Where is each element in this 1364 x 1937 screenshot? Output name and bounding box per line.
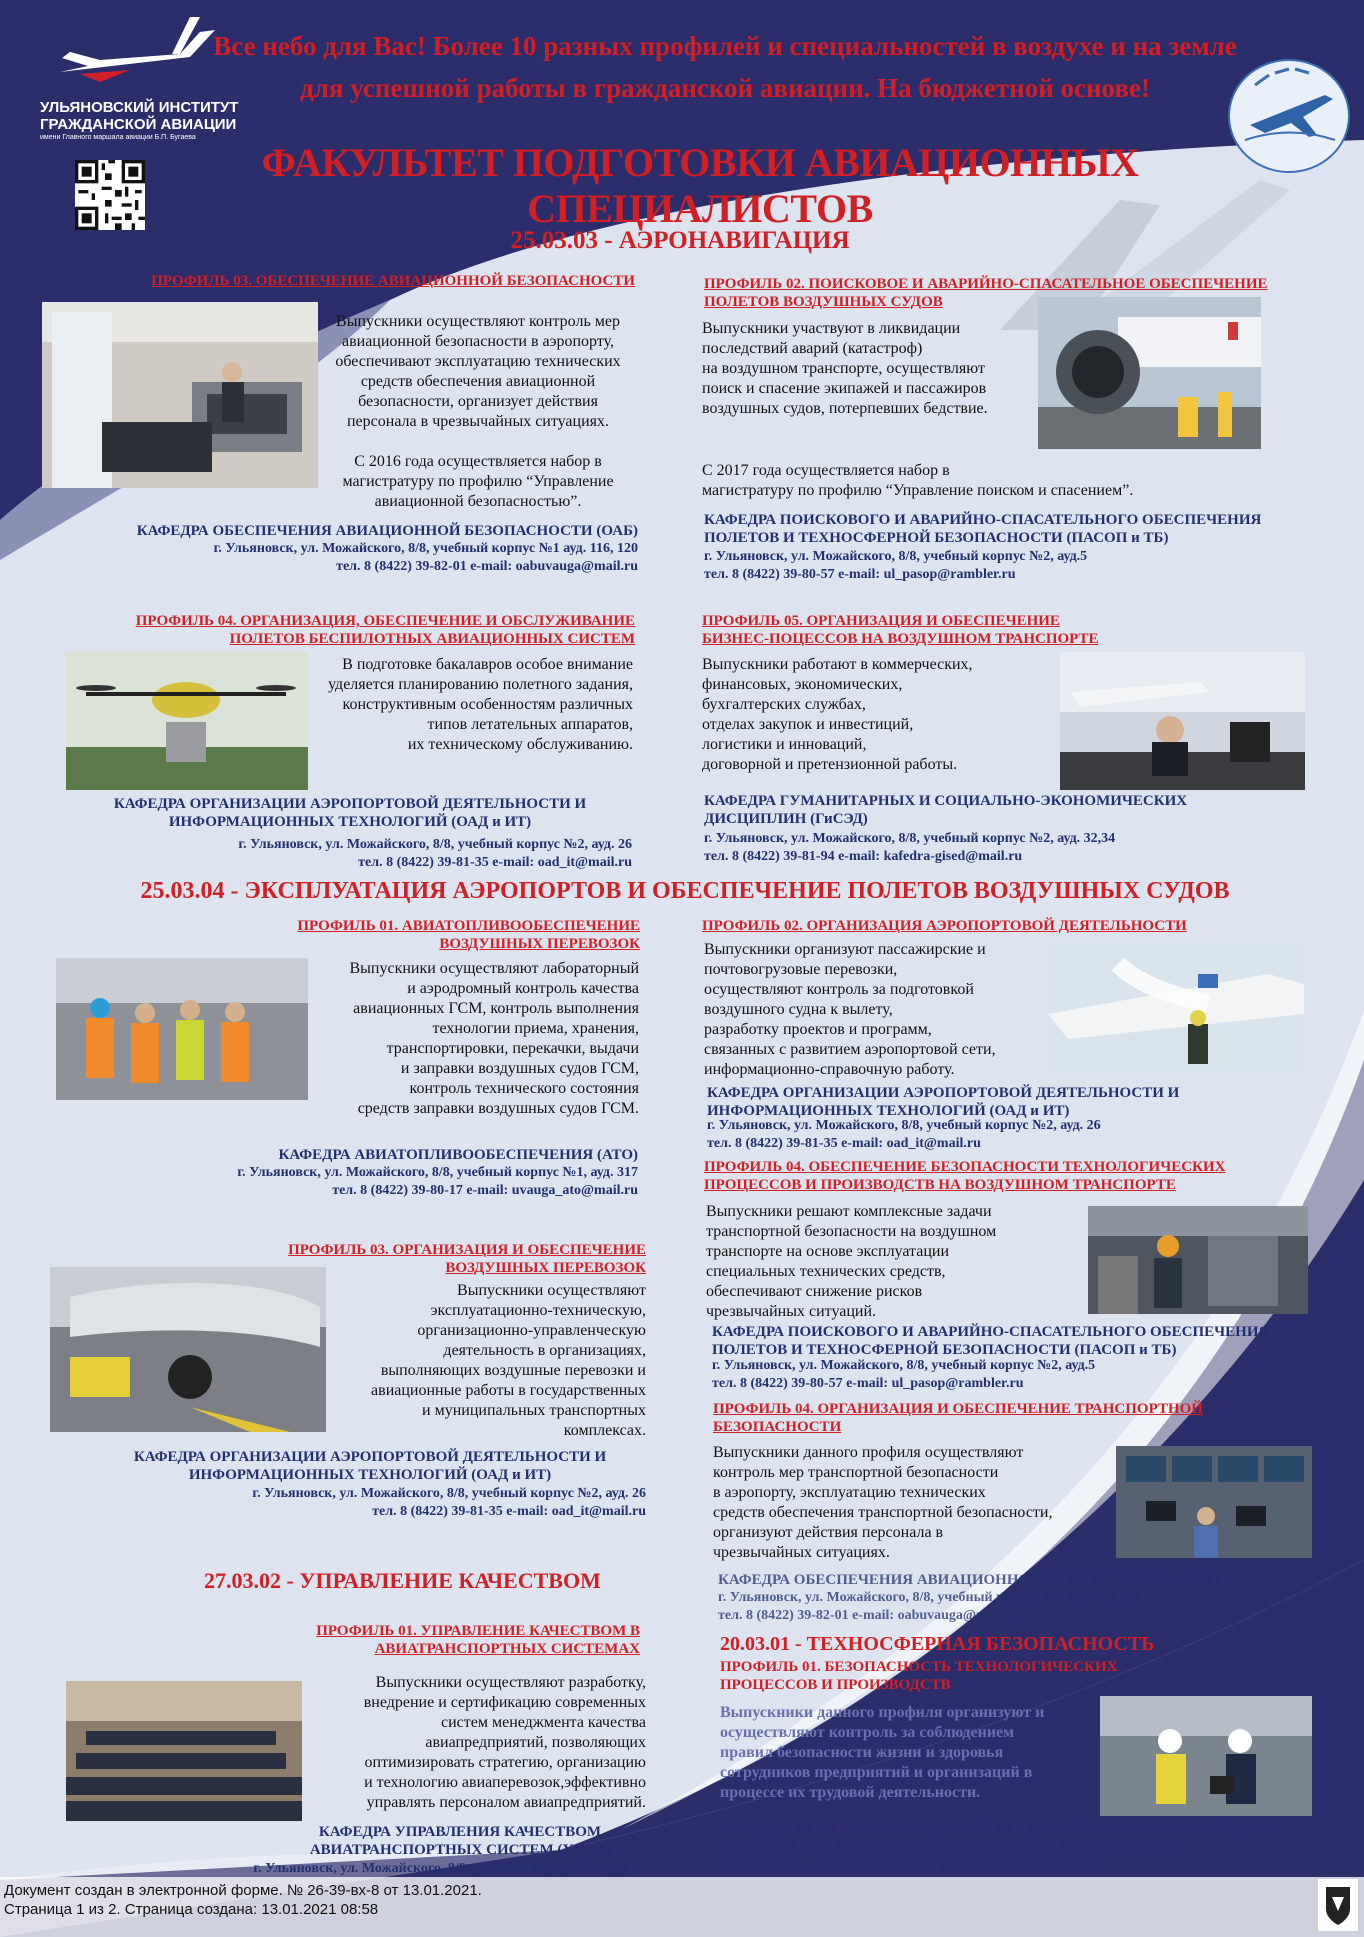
slogan-line-2: для успешной работы в гражданской авиации. На бюджетной основе!: [300, 73, 1150, 103]
dept-name-s2-p04a: КАФЕДРА ПОИСКОВОГО И АВАРИЙНО-СПАСАТЕЛЬНОГО ОБЕСПЕЧЕНИЯ ПОЛЕТОВ И ТЕХНОСФЕРНОЙ БЕЗОПАСНОСТИ (ПАСОП и ТБ): [712, 1324, 1270, 1358]
photo-aircraft-loading: [50, 1267, 326, 1432]
photo-fuel-workers: [56, 958, 308, 1100]
profile-title-s2-p04a: ПРОФИЛЬ 04. ОБЕСПЕЧЕНИЕ БЕЗОПАСНОСТИ ТЕХНОЛОГИЧЕСКИХ ПРОЦЕССОВ И ПРОИЗВОДСТВ НА ВОЗДУШНОМ ТРАНСПОРТЕ: [704, 1159, 1226, 1193]
section-title-airports: 25.03.04 - ЭКСПЛУАТАЦИЯ АЭРОПОРТОВ И ОБЕСПЕЧЕНИЕ ПОЛЕТОВ ВОЗДУШНЫХ СУДОВ: [140, 878, 1230, 904]
dept-address-s2-p03: г. Ульяновск, ул. Можайского, 8/8, учебный корпус №2, ауд. 26 тел. 8 (8422) 39-81-35 e-mail: oad_it@mail.ru: [252, 1486, 646, 1519]
photo-industrial-worker: [1088, 1206, 1308, 1314]
dept-address-s2-p04a: г. Ульяновск, ул. Можайского, 8/8, учебный корпус №2, ауд.5 тел. 8 (8422) 39-80-57 e-mail: ul_pasop@rambler.ru: [712, 1358, 1096, 1391]
profile-title-s4-p01: ПРОФИЛЬ 01. БЕЗОПАСНОСТЬ ТЕХНОЛОГИЧЕСКИХ ПРОЦЕССОВ И ПРОИЗВОДСТВ: [720, 1659, 1118, 1693]
dept-address-s2-p01: г. Ульяновск, ул. Можайского, 8/8, учебный корпус №1, ауд. 317 тел. 8 (8422) 39-80-17 e-mail: uvauga_ato@mail.ru: [237, 1165, 638, 1198]
profile-title-s1-p02: ПРОФИЛЬ 02. ПОИСКОВОЕ И АВАРИЙНО-СПАСАТЕЛЬНОЕ ОБЕСПЕЧЕНИЕ ПОЛЕТОВ ВОЗДУШНЫХ СУДОВ: [704, 276, 1268, 310]
profile-title-s1-p03: ПРОФИЛЬ 03. ОБЕСПЕЧЕНИЕ АВИАЦИОННОЙ БЕЗОПАСНОСТИ: [151, 273, 635, 289]
section-title-quality: 27.03.02 - УПРАВЛЕНИЕ КАЧЕСТВОМ: [204, 1568, 601, 1593]
faculty-title: ФАКУЛЬТЕТ ПОДГОТОВКИ АВИАЦИОННЫХ СПЕЦИАЛИСТОВ: [261, 140, 1139, 231]
section-title-aeronavigation: 25.03.03 - АЭРОНАВИГАЦИЯ: [510, 227, 850, 254]
photo-drone: [66, 652, 308, 790]
photo-engineers-hardhats: [1100, 1696, 1312, 1816]
profile-text-s1-p03: Выпускники осуществляют контроль мер авиационной безопасности в аэропорту, обеспечивают эксплуатацию технических средств обеспечения авиационной безопасности, организует действия персонала в чрезвычайных ситуациях. С 2016 года осуществляется набор в магистратуру по профилю “Управление авиационной безопасностью”.: [335, 313, 621, 510]
dept-name-s1-p04: КАФЕДРА ОРГАНИЗАЦИИ АЭРОПОРТОВОЙ ДЕЯТЕЛЬНОСТИ И ИНФОРМАЦИОННЫХ ТЕХНОЛОГИЙ (ОАД и ИТ): [113, 796, 587, 830]
profile-text-s2-p01: Выпускники осуществляют лабораторный и аэродромный контроль качества авиационных ГСМ, контроль выполнения технологии приема, хранения, транспортировки, перекачки, выдачи и заправки воздушных судов ГСМ, контроль технического состояния средств заправки воздушных судов ГСМ.: [349, 960, 639, 1117]
profile-title-s1-p05: ПРОФИЛЬ 05. ОРГАНИЗАЦИЯ И ОБЕСПЕЧЕНИЕ БИЗНЕС-ПОЦЕССОВ НА ВОЗДУШНОМ ТРАНСПОРТЕ: [702, 613, 1099, 647]
photo-aircraft-engine: [1038, 297, 1261, 449]
profile-text-s1-p02: Выпускники участвуют в ликвидации последствий аварий (катастроф) на воздушном транспорте, осуществляют поиск и спасение экипажей и пассажиров воздушных судов, потерпевших бедствие.: [702, 320, 988, 417]
photo-office-worker: [1060, 652, 1305, 790]
profile-text-s2-p04b: Выпускники данного профиля осуществляют контроль мер транспортной безопасности в аэропорту, эксплуатацию технических средств обеспечения транспортной безопасности, организуют действия персонала в чрезвычайных ситуациях.: [713, 1444, 1053, 1561]
profile-title-s1-p04: ПРОФИЛЬ 04. ОРГАНИЗАЦИЯ, ОБЕСПЕЧЕНИЕ И ОБСЛУЖИВАНИЕ ПОЛЕТОВ БЕСПИЛОТНЫХ АВИАЦИОННЫХ СИСТЕМ: [135, 613, 635, 647]
profile-title-s2-p03: ПРОФИЛЬ 03. ОРГАНИЗАЦИЯ И ОБЕСПЕЧЕНИЕ ВОЗДУШНЫХ ПЕРЕВОЗОК: [288, 1242, 646, 1276]
dept-name-s1-p05: КАФЕДРА ГУМАНИТАРНЫХ И СОЦИАЛЬНО-ЭКОНОМИЧЕСКИХ ДИСЦИПЛИН (ГиСЭД): [704, 793, 1188, 827]
dept-address-s3-p01: г. Ульяновск, ул. Можайского, 8/8, учебный корпус №2, ауд. 5: [253, 1861, 640, 1876]
dept-name-s1-p02: КАФЕДРА ПОИСКОВОГО И АВАРИЙНО-СПАСАТЕЛЬНОГО ОБЕСПЕЧЕНИЯ ПОЛЕТОВ И ТЕХНОСФЕРНОЙ БЕЗОПАСНОСТИ (ПАСОП и ТБ): [704, 512, 1262, 546]
dept-name-s2-p04b: КАФЕДРА ОБЕСПЕЧЕНИЯ АВИАЦИОННОЙ БЕЗОПАСНОСТИ (ОАБ): [718, 1572, 1220, 1588]
slogan-line-1: Все небо для Вас! Более 10 разных профилей и специальностей в воздухе и на земле: [213, 31, 1237, 61]
logo-line-1: УЛЬЯНОВСКИЙ ИНСТИТУТ: [40, 99, 239, 116]
footer-line-1: Документ создан в электронной форме. № 26-39-вх-8 от 13.01.2021.: [4, 1882, 482, 1899]
coat-of-arms-icon: [1318, 1879, 1358, 1931]
profile-text-s3-p01: Выпускники осуществляют разработку, внедрение и сертификацию современных систем менеджмента качества авиапредприятий, позволяющих оптимизировать стратегию, организацию и технологию авиаперевозок,эффективно управлять персоналом авиапредприятий.: [363, 1674, 646, 1811]
logo-line-2: ГРАЖДАНСКОЙ АВИАЦИИ: [40, 116, 237, 133]
dept-name-s4-p01: КАФЕДРА ПОИСКОВОГО И АВАРИЙНО-СПАСАТЕЛЬНОГО ОБЕСПЕЧЕНИЯ ПОЛЕТОВ И ТЕХНОСФЕРНОЙ БЕЗОПАСНОСТИ (ПАСОП и ТБ): [720, 1821, 1278, 1855]
photo-control-room: [1116, 1446, 1312, 1558]
dept-address-s1-p03: г. Ульяновск, ул. Можайского, 8/8, учебный корпус №1 ауд. 116, 120 тел. 8 (8422) 39-82-01 e-mail: oabuvauga@mail.ru: [213, 541, 638, 574]
profile-text-s4-p01: Выпускники данного профиля организуют и осуществляют контроль за соблюдением правил безопасности жизни и здоровья сотрудников предприятий и организаций в процессе их трудовой деятельности.: [720, 1704, 1045, 1801]
dept-name-s2-p01: КАФЕДРА АВИАТОПЛИВООБЕСПЕЧЕНИЯ (АТО): [278, 1147, 638, 1163]
profile-title-s3-p01: ПРОФИЛЬ 01. УПРАВЛЕНИЕ КАЧЕСТВОМ В АВИАТРАНСПОРТНЫХ СИСТЕМАХ: [316, 1623, 640, 1657]
dept-address-s4-p01: г. Ульяновск, ул. Можайского, 8/8, учебный корпус №2, ауд.5: [720, 1858, 1104, 1873]
photo-classroom: [66, 1681, 302, 1821]
profile-text-s2-p02: Выпускники организуют пассажирские и почтовогрузовые перевозки, осуществляют контроль за подготовкой воздушного судна к вылету, разработку проектов и программ, связанных с развитием аэропортовой сети, информационно-справочную работу.: [704, 941, 996, 1078]
profile-text-s2-p04a: Выпускники решают комплексные задачи транспортной безопасности на воздушном транспорте на основе эксплуатации специальных технических средств, обеспечивают снижение рисков чрезвычайных ситуаций.: [706, 1203, 997, 1320]
section-title-technosphere: 20.03.01 - ТЕХНОСФЕРНАЯ БЕЗОПАСНОСТЬ: [720, 1633, 1155, 1655]
photo-security-checkpoint: [42, 302, 318, 488]
profile-text-s1-p04: В подготовке бакалавров особое внимание уделяется планированию полетного задания, конструктивным особенностям различных типов летательных аппаратов, их техническому обслуживанию.: [328, 656, 633, 753]
dept-address-s1-p05: г. Ульяновск, ул. Можайского, 8/8, учебный корпус №2, ауд. 32,34 тел. 8 (8422) 39-81-94 e-mail: kafedra-gised@mail.ru: [704, 831, 1116, 864]
dept-name-s1-p03: КАФЕДРА ОБЕСПЕЧЕНИЯ АВИАЦИОННОЙ БЕЗОПАСНОСТИ (ОАБ): [136, 523, 638, 539]
dept-address-s2-p02: г. Ульяновск, ул. Можайского, 8/8, учебный корпус №2, ауд. 26 тел. 8 (8422) 39-81-35 e-mail: oad_it@mail.ru: [707, 1118, 1101, 1151]
profile-text-s2-p03: Выпускники осуществляют эксплуатационно-техническую, организационно-управленческую деятельность в организациях, выполняющих воздушные перевозки и авиационные работы в государственных и муниципальных транспортных комплексах.: [371, 1282, 646, 1439]
dept-name-s2-p02: КАФЕДРА ОРГАНИЗАЦИИ АЭРОПОРТОВОЙ ДЕЯТЕЛЬНОСТИ И ИНФОРМАЦИОННЫХ ТЕХНОЛОГИЙ (ОАД и ИТ): [707, 1085, 1180, 1119]
profile-title-s2-p02: ПРОФИЛЬ 02. ОРГАНИЗАЦИЯ АЭРОПОРТОВОЙ ДЕЯТЕЛЬНОСТИ: [702, 918, 1187, 934]
dept-address-s2-p04b: г. Ульяновск, ул. Можайского, 8/8, учебный корпус №1 ауд. 116, 120 тел. 8 (8422) 39-82-01 e-mail: oabuvauga@mail.ru: [718, 1590, 1143, 1623]
dept-address-s1-p02: г. Ульяновск, ул. Можайского, 8/8, учебный корпус №2, ауд.5 тел. 8 (8422) 39-80-57 e-mail: ul_pasop@rambler.ru: [704, 549, 1088, 582]
faculty-emblem-icon: [1225, 55, 1353, 177]
footer-line-2: Страница 1 из 2. Страница создана: 13.01.2021 08:58: [4, 1901, 379, 1918]
qr-code-icon[interactable]: [75, 160, 145, 230]
dept-name-s2-p03: КАФЕДРА ОРГАНИЗАЦИИ АЭРОПОРТОВОЙ ДЕЯТЕЛЬНОСТИ И ИНФОРМАЦИОННЫХ ТЕХНОЛОГИЙ (ОАД и ИТ): [133, 1449, 607, 1483]
profile-title-s2-p01: ПРОФИЛЬ 01. АВИАТОПЛИВООБЕСПЕЧЕНИЕ ВОЗДУШНЫХ ПЕРЕВОЗОК: [297, 918, 640, 952]
profile-text-s1-p05: Выпускники работают в коммерческих, финансовых, экономических, бухгалтерских службах, отделах закупок и инвестиций, логистики и инноваций, договорной и претензионной работы.: [702, 656, 973, 773]
photo-deicing: [1048, 944, 1304, 1072]
dept-address-s1-p04: г. Ульяновск, ул. Можайского, 8/8, учебный корпус №2, ауд. 26 тел. 8 (8422) 39-81-35 e-mail: oad_it@mail.ru: [238, 837, 632, 870]
profile-text2-s1-p02: С 2017 года осуществляется набор в магистратуру по профилю “Управление поиском и спасением”.: [702, 462, 1134, 499]
dept-name-s3-p01: КАФЕДРА УПРАВЛЕНИЯ КАЧЕСТВОМ АВИАТРАНСПОРТНЫХ СИСТЕМ (УКАС): [309, 1824, 611, 1858]
logo-line-3: имени Главного маршала авиации Б.П. Бугаева: [40, 134, 196, 141]
profile-title-s2-p04b: ПРОФИЛЬ 04. ОРГАНИЗАЦИЯ И ОБЕСПЕЧЕНИЕ ТРАНСПОРТНОЙ БЕЗОПАСНОСТИ: [713, 1401, 1203, 1435]
